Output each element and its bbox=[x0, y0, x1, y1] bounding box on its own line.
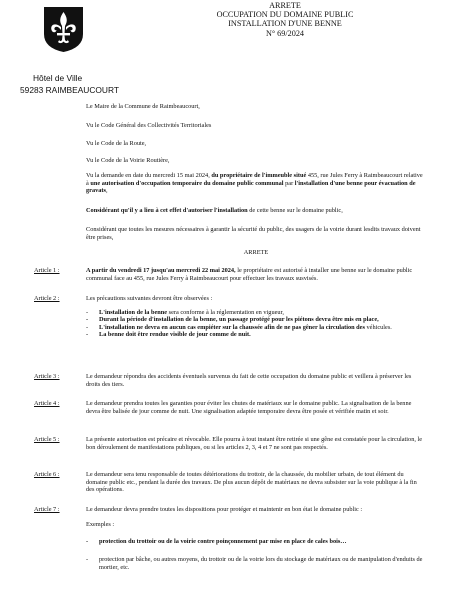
document-header bbox=[150, 1, 420, 38]
preamble-cgct: Vu le Code Général des Collectivités Territoriales bbox=[86, 122, 212, 129]
examples-list bbox=[86, 538, 426, 546]
preamble-code-route: Vu le Code de la Route, bbox=[86, 140, 147, 147]
article-2-text: Les précautions suivantes devront être observées : - L'installation de la benne sera conforme à la réglementation en vigueur, - Durant la période d'installation de la benne, un passage protégé pour les piétons devra être mis en place, - L'installation ne devra en aucun cas empiéter sur la chaussée afin de ne pas gêner la circulation des véhicules. - La benne doit être rendue visible de jour comme de nuit. bbox=[86, 295, 426, 339]
examples-list-2 bbox=[86, 556, 426, 571]
article-5-text: La présente autorisation est précaire et révocable. Elle pourra à tout instant être retirée si une gêne est constatée pour la circulation, le bon déroulement de manifestations publiques, ou si les articles 2, 3, 4 et 7 ne sont pas respectés. bbox=[86, 436, 423, 451]
article-3-text: Le demandeur répondra des accidents éventuels survenus du fait de cette occupation du domaine public et veillera à préserver les droits des tiers. bbox=[86, 373, 412, 388]
sender-name: Hôtel de Ville bbox=[33, 73, 83, 83]
article-7-text: Le demandeur devra prendre toutes les dispositions pour protéger et maintenir en bon état le domaine public : bbox=[86, 506, 363, 513]
article-7-label: Article 7 : bbox=[34, 506, 60, 513]
decree-number: N° 69/2024 bbox=[265, 28, 305, 38]
list-item: - L'installation ne devra en aucun cas empiéter sur la chaussée afin de ne pas gêner la circulation des véhicules. bbox=[86, 324, 426, 332]
considering-paragraph-1: Considérant qu'il y a lieu à cet effet d'autoriser l'installation de cette benne sur le domaine public, bbox=[86, 207, 343, 214]
list-item: - La benne doit être rendue visible de jour comme de nuit. bbox=[86, 331, 426, 339]
article-4-text: Le demandeur prendra toutes les garanties pour éviter les chutes de matériaux sur le domaine public. La signalisation de la benne devra être balisée de jour comme de nuit. Une signalisation adaptée temporaire devra être posée et vérifiée matin et soir. bbox=[86, 400, 412, 415]
article-1-text: A partir du vendredi 17 jusqu'au mercredi 22 mai 2024, le propriétaire est autorisé à installer une benne sur le domaine public communal face au 455, rue Jules Ferry à Raimbeaucourt pour effectuer les travaux susvisés. bbox=[86, 267, 413, 282]
article-6-label: Article 6 : bbox=[34, 471, 60, 478]
header-title-2: OCCUPATION DU DOMAINE PUBLIC bbox=[216, 10, 354, 20]
decree-heading: ARRETE bbox=[243, 249, 269, 256]
article-2-label: Article 2 : bbox=[34, 295, 60, 302]
request-paragraph: Vu la demande en date du mercredi 15 mai 2024, du propriétaire de l'immeuble situé 455, rue Jules Ferry à Raimbeaucourt relative à une autorisation d'occupation temporaire du domaine public communal par l'installation d'une benne pour évacuation de gravats, bbox=[86, 172, 423, 195]
list-item: - L'installation de la benne sera conforme à la réglementation en vigueur, bbox=[86, 309, 426, 317]
examples-heading: Exemples : bbox=[86, 521, 115, 528]
sender-city: 59283 RAIMBEAUCOURT bbox=[20, 85, 119, 95]
list-item: - protection du trottoir ou de la voirie contre poinçonnement par mise en place de cales bois… bbox=[86, 538, 426, 546]
list-item: - Durant la période d'installation de la benne, un passage protégé pour les piétons devra être mis en place, bbox=[86, 316, 426, 324]
header-title-1: ARRETE bbox=[269, 1, 301, 10]
article-3-label: Article 3 : bbox=[34, 373, 60, 380]
considering-paragraph-2: Considérant que toutes les mesures nécessaires à garantir la sécurité du public, des usagers de la voirie durant lesdits travaux doivent être prises, bbox=[86, 226, 421, 241]
article-6-text: Le demandeur sera tenu responsable de toutes détériorations du trottoir, de la chaussée, du mobilier urbain, de tout élément du domaine public etc., pendant la durée des travaux. De plus aucun dépôt de matériaux ne devra subsister sur la voie publique à la fin des opérations. bbox=[86, 471, 417, 494]
preamble-code-voirie: Vu le Code de la Voirie Routière, bbox=[86, 157, 170, 164]
header-title-3: INSTALLATION D'UNE BENNE bbox=[228, 19, 342, 29]
precautions-list bbox=[86, 309, 426, 339]
city-coat-of-arms-logo bbox=[43, 6, 84, 53]
article-4-label: Article 4 : bbox=[34, 400, 60, 407]
list-item: - protection par bâche, ou autres moyens, du trottoir ou de la voirie lors du stockage de matériaux ou de manipulation d'enduits de mortier, etc. bbox=[86, 556, 426, 571]
preamble-mayor: Le Maire de la Commune de Raimbeaucourt, bbox=[86, 103, 200, 110]
article-5-label: Article 5 : bbox=[34, 436, 60, 443]
article-1-label: Article 1 : bbox=[34, 267, 60, 274]
